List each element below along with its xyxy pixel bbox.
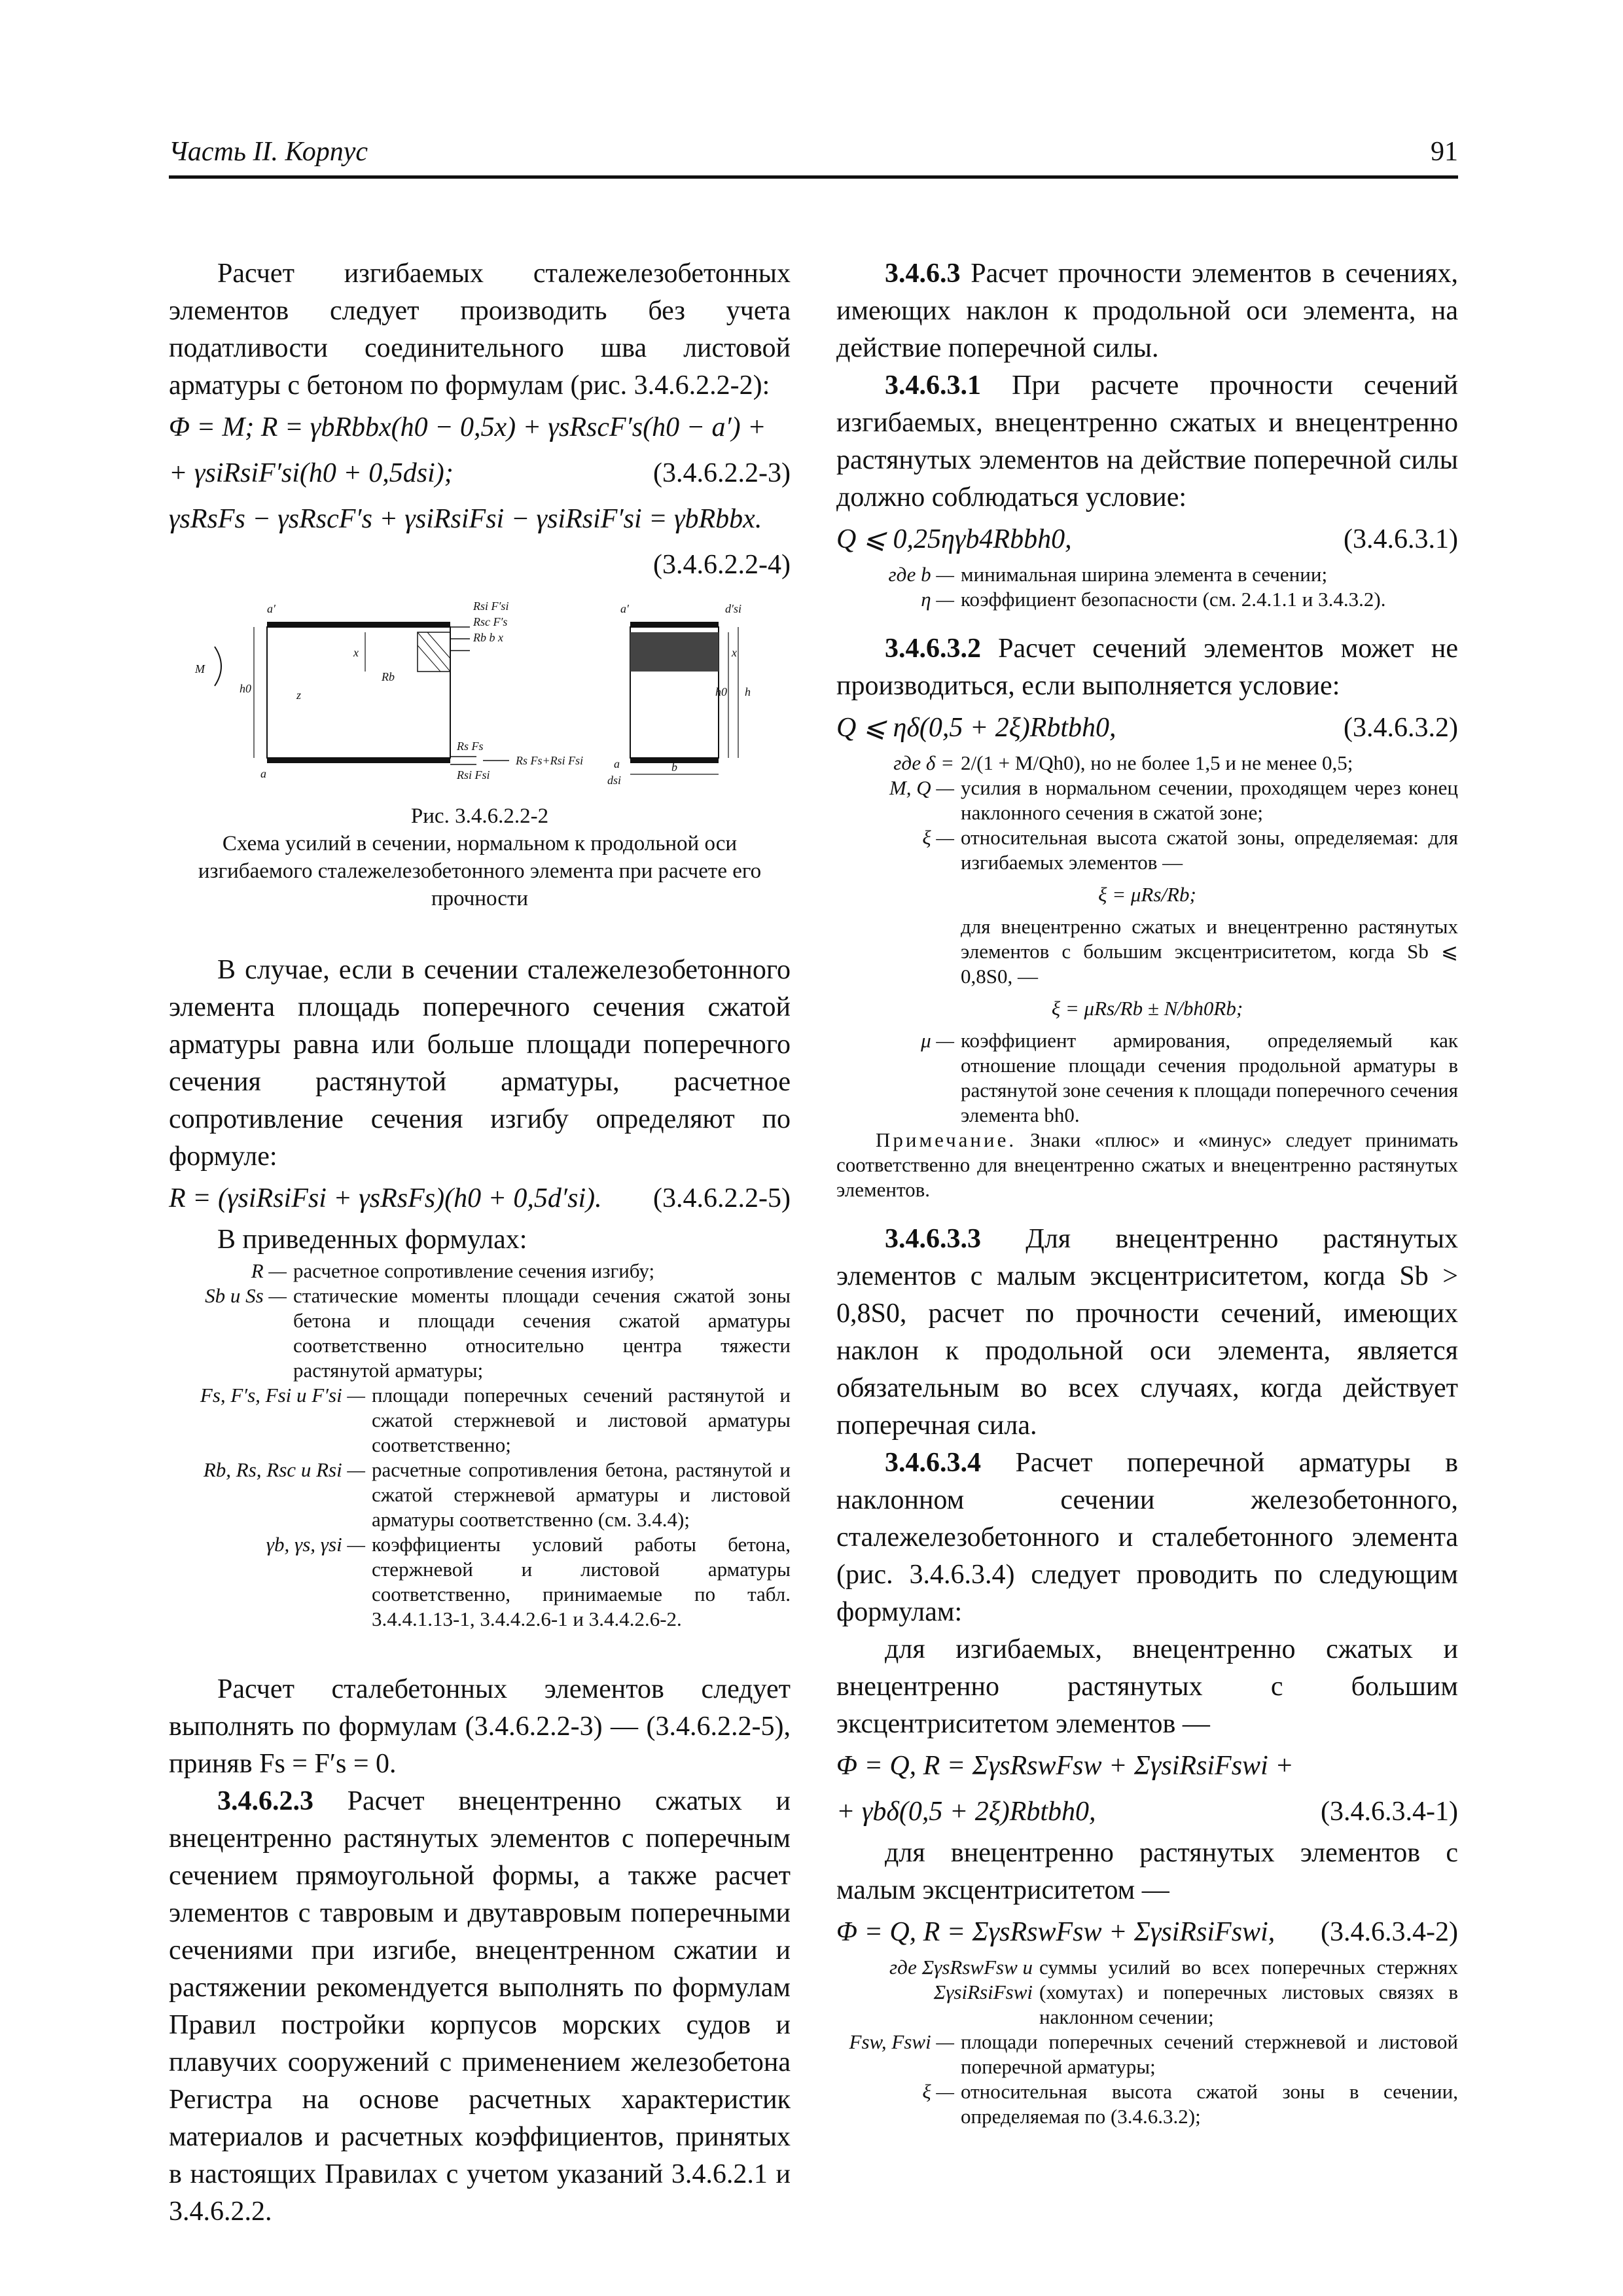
- formula-number: (3.4.6.3.1): [1344, 524, 1458, 554]
- def-text: коэффициенты условий работы бетона, стержневой и листовой арматуры соответственно, принимаемые по табл. 3.4.4.1.13-1, 3.4.4.2.6-1 и 3.4.4.2.6-2.: [372, 1533, 791, 1630]
- left-column: [169, 255, 791, 2231]
- label-h0: h0: [240, 682, 251, 695]
- paragraph: [836, 630, 1458, 705]
- label-rsi-bottom: Rsi Fsi: [457, 768, 490, 781]
- def-symbol: Fs, F′s, Fsi и F′si —: [200, 1384, 365, 1407]
- definition-item: [169, 1283, 791, 1383]
- formula: [169, 450, 791, 496]
- def-symbol: μ —: [921, 1029, 954, 1052]
- definition-item: [169, 1259, 791, 1283]
- section-text: При расчете прочности сечений изгибаемых, внецентренно сжатых и внецентренно растянутых элементов на действие поперечной силы должно соблюдаться условие:: [836, 370, 1459, 512]
- def-text: площади поперечных сечений стержневой и листовой поперечной арматуры;: [961, 2030, 1458, 2078]
- label-dsi-bottom: dsi: [607, 774, 622, 784]
- header-rule: [169, 175, 1458, 179]
- def-symbol: ξ —: [922, 826, 954, 849]
- label-Rb: Rb: [382, 670, 395, 683]
- definition-item: [836, 751, 1458, 776]
- paragraph: [836, 1444, 1458, 1631]
- formula: [836, 1789, 1458, 1835]
- definition-item: [836, 825, 1458, 875]
- label-dsi-top: d′si: [725, 602, 741, 615]
- section-compressed-zone: [630, 632, 719, 672]
- def-symbol: ξ —: [922, 2080, 954, 2103]
- formula: [836, 1909, 1458, 1955]
- right-column: [836, 255, 1458, 2129]
- section-number: 3.4.6.3: [885, 259, 961, 289]
- def-text: коэффициент армирования, определяемый как отношение площади сечения продольной арматуры в растянутой зоне сечения к площади поперечного сечения элемента bh0.: [961, 1029, 1458, 1126]
- label-a-bottom: a: [260, 767, 266, 780]
- def-symbol: где b —: [888, 563, 954, 586]
- section-number: 3.4.6.3.3: [885, 1224, 981, 1254]
- header-title: Часть II. Корпус: [169, 137, 368, 167]
- label-rsi-f: Rsi F′si: [473, 600, 509, 613]
- definition-item: [836, 1028, 1458, 1128]
- def-text: расчетное сопротивление сечения изгибу;: [293, 1259, 655, 1282]
- formula: [169, 542, 791, 588]
- label-a-br: a: [614, 757, 620, 770]
- formula-number: (3.4.6.3.4-1): [1321, 1797, 1458, 1827]
- paragraph: для изгибаемых, внецентренно сжатых и внецентренно растянутых с большим эксцентриситетом элементов —: [836, 1634, 1458, 1739]
- formula-text: R = (γsiRsiFsi + γsRsFs)(h0 + 0,5d′si).: [169, 1183, 602, 1213]
- def-symbol: γb, γs, γsi —: [266, 1533, 365, 1556]
- bottom-plate: [267, 758, 450, 763]
- paragraph: [836, 367, 1458, 516]
- formula-text: Q ⩽ ηδ(0,5 + 2ξ)Rbtbh0,: [836, 713, 1116, 743]
- label-rsc-f: Rsc F′s: [473, 615, 508, 628]
- formula: [836, 705, 1458, 751]
- paragraph: Расчет сталебетонных элементов следует выполнять по формулам (3.4.6.2.2-3) — (3.4.6.2.2-5), приняв Fs = F′s = 0.: [169, 1674, 791, 1779]
- section-text: Расчет прочности элементов в сечениях, имеющих наклон к продольной оси элемента, на действие поперечной силы.: [836, 259, 1458, 363]
- equation: ξ = μRs/Rb ± N/bh0Rb;: [1051, 997, 1243, 1020]
- definition-item: [836, 776, 1458, 825]
- def-symbol: M, Q —: [889, 776, 954, 799]
- def-text: относительная высота сжатой зоны, определяемая: для изгибаемых элементов —: [961, 826, 1458, 874]
- def-text: статические моменты площади сечения сжатой зоны бетона и площади сечения сжатой арматуры соответственно относительно центра тяжести растянутой арматуры;: [293, 1284, 791, 1382]
- def-text: минимальная ширина элемента в сечении;: [961, 563, 1328, 586]
- def-symbol: Fsw, Fswi —: [849, 2030, 954, 2053]
- force-diagram: [169, 588, 791, 784]
- paragraph: [836, 1221, 1458, 1444]
- paragraph: Расчет изгибаемых сталежелезобетонных элементов следует производить без учета податливости соединительного шва листовой арматуры с бетоном по формулам (рис. 3.4.6.2.2-2):: [169, 259, 791, 401]
- formula-number: (3.4.6.3.4-2): [1321, 1917, 1458, 1947]
- label-x-right: x: [732, 646, 737, 659]
- formula-text: Φ = M; R = γbRbbx(h0 − 0,5x) + γsRscF′s(h0 − a′) +: [169, 412, 766, 442]
- label-a-top: a′: [267, 602, 276, 615]
- formula-number: (3.4.6.2.2-4): [653, 550, 791, 580]
- formula: [836, 1743, 1458, 1789]
- label-x: x: [353, 646, 359, 659]
- paragraph: для внецентренно растянутых элементов с малым эксцентриситетом —: [836, 1838, 1458, 1905]
- paragraph: В приведенных формулах:: [217, 1225, 527, 1255]
- figure-force-diagram: [169, 588, 791, 784]
- formula-number: (3.4.6.2.2-5): [653, 1183, 791, 1213]
- page-header: [169, 136, 1458, 175]
- formula: [169, 496, 791, 542]
- paragraph: [169, 1783, 791, 2231]
- label-rb-bx: Rb b x: [473, 631, 503, 644]
- def-text: для внецентренно сжатых и внецентренно растянутых элементов с большим эксцентриситетом, когда Sb ⩽ 0,8S0, —: [961, 915, 1458, 988]
- label-z: z: [296, 689, 302, 702]
- page-number: 91: [1431, 137, 1458, 167]
- note: [836, 1128, 1458, 1202]
- figure-caption-text: Схема усилий в сечении, нормальном к продольной оси изгибаемого сталежелезобетонного элемента при расчете его прочности: [198, 832, 762, 910]
- definition-item: [169, 1458, 791, 1532]
- formula-number: (3.4.6.2.2-3): [653, 458, 791, 488]
- label-M: M: [195, 662, 205, 675]
- label-a-right: a′: [620, 602, 629, 615]
- beam-outline: [267, 627, 450, 758]
- section-number: 3.4.6.3.4: [885, 1448, 981, 1478]
- def-symbol: Rb, Rs, Rsc и Rsi —: [203, 1458, 365, 1481]
- definition-item: [169, 1532, 791, 1632]
- def-symbol: η —: [921, 588, 954, 611]
- def-text: площади поперечных сечений растянутой и сжатой стержневой и листовой арматуры соответственно;: [372, 1384, 791, 1456]
- def-symbol: Sb и Ss —: [205, 1284, 287, 1307]
- formula-text: + γbδ(0,5 + 2ξ)Rbtbh0,: [836, 1797, 1096, 1827]
- formula-text: Φ = Q, R = ΣγsRswFsw + ΣγsiRsiFswi,: [836, 1917, 1275, 1947]
- paragraph: [836, 255, 1458, 367]
- formula: [836, 516, 1458, 562]
- formula: [169, 1175, 791, 1221]
- figure-caption-title: Рис. 3.4.6.2.2-2: [410, 804, 549, 828]
- definition-item: [836, 2079, 1458, 2129]
- def-text: 2/(1 + M/Qh0), но не более 1,5 и не менее 0,5;: [961, 751, 1353, 774]
- section-number: 3.4.6.3.1: [885, 370, 981, 401]
- top-plate: [267, 622, 450, 627]
- def-text: коэффициент безопасности (см. 2.4.1.1 и 3.4.3.2).: [961, 588, 1386, 611]
- section-text: Расчет поперечной арматуры в наклонном сечении железобетонного, сталежелезобетонного и сталебетонного элемента (рис. 3.4.6.3.4) следует проводить по следующим формулам:: [836, 1448, 1459, 1627]
- section-text: Расчет внецентренно сжатых и внецентренно растянутых элементов с поперечным сечением прямоугольной формы, а также расчет элементов с тавровым и двутавровым поперечными сечениями при изгибе, внецентренном сжатии и растяжении рекомендуется выполнять по формулам Правил постройки корпусов морских судов и плавучих сооружений с применением железобетона Регистра на основе расчетных характеристик материалов и расчетных коэффициентов, принятых в настоящих Правилах с учетом указаний 3.4.6.2.1 и 3.4.6.2.2.: [169, 1786, 791, 2227]
- formula-text: Q ⩽ 0,25ηγb4Rbbh0,: [836, 524, 1072, 554]
- label-rs-fs: Rs Fs: [457, 740, 484, 753]
- def-text: расчетные сопротивления бетона, растянутой и сжатой стержневой арматуры и листовой арматуры соответственно (см. 3.4.4);: [372, 1458, 791, 1531]
- equation: ξ = μRs/Rb;: [1098, 883, 1196, 906]
- def-symbol: где δ =: [893, 751, 954, 774]
- section-number: 3.4.6.2.3: [217, 1786, 313, 1816]
- definition-item: [836, 562, 1458, 587]
- def-text: относительная высота сжатой зоны в сечении, определяемая по (3.4.6.3.2);: [961, 2080, 1458, 2128]
- definition-item: [169, 1383, 791, 1458]
- paragraph: В случае, если в сечении сталежелезобетонного элемента площадь поперечного сечения сжатой арматуры равна или больше площади поперечного сечения растянутой арматуры, расчетное сопротивление сечения изгибу определяют по формуле:: [169, 955, 791, 1172]
- formula-text: + γsiRsiF′si(h0 + 0,5dsi);: [169, 458, 454, 488]
- note-label: Примечание.: [876, 1128, 1017, 1151]
- definition-item: [836, 914, 1458, 989]
- def-symbol: R —: [251, 1259, 287, 1282]
- definition-item: [836, 2030, 1458, 2079]
- label-b: b: [671, 761, 677, 774]
- section-number: 3.4.6.3.2: [885, 634, 981, 664]
- section-text: Расчет сечений элементов может не производиться, если выполняется условие:: [836, 634, 1459, 701]
- label-h0-right: h0: [715, 685, 727, 698]
- definition-item: [836, 587, 1458, 612]
- label-h: h: [745, 685, 751, 698]
- formula-text: Φ = Q, R = ΣγsRswFsw + ΣγsiRsiFswi +: [836, 1751, 1294, 1781]
- definition-item: [836, 1955, 1458, 2030]
- formula-number: (3.4.6.3.2): [1344, 713, 1458, 743]
- def-text: суммы усилий во всех поперечных стержнях (хомутах) и поперечных листовых связях в наклонном сечении;: [1039, 1956, 1458, 2028]
- formula: [169, 404, 791, 450]
- formula-text: γsRsFs − γsRscF′s + γsiRsiFsi − γsiRsiF′si = γbRbbx.: [169, 504, 762, 534]
- def-text: усилия в нормальном сечении, проходящем через конец наклонного сечения в сжатой зоне;: [961, 776, 1458, 824]
- def-symbol: где ΣγsRswFsw и ΣγsiRsiFswi: [889, 1956, 1033, 2003]
- section-text: Для внецентренно растянутых элементов с малым эксцентриситетом, когда Sb > 0,8S0, расчет по прочности сечений, имеющих наклон к продольной оси элемента, является обязательным во всех случаях, когда действует поперечная сила.: [836, 1224, 1458, 1441]
- label-sum: Rs Fs+Rsi Fsi: [516, 754, 584, 767]
- note-text: Знаки «плюс» и «минус» следует принимать соответственно для внецентренно сжатых и внецентренно растянутых элементов.: [836, 1128, 1458, 1201]
